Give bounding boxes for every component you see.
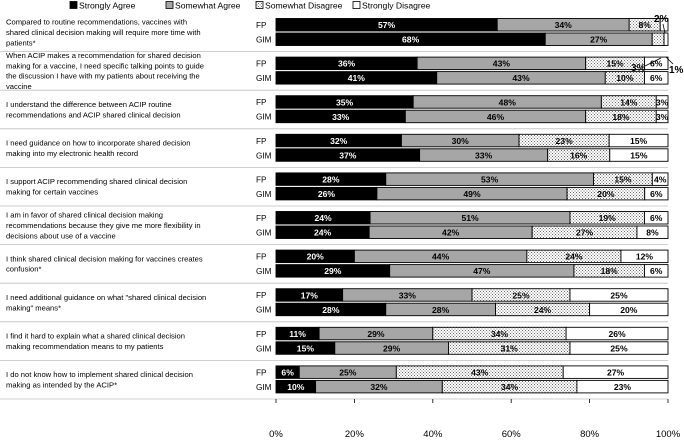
legend-swatch (70, 2, 77, 9)
legend-item (70, 1, 136, 11)
data-label: 23% (555, 135, 573, 146)
data-label: 10% (287, 382, 305, 392)
data-label: 32% (330, 135, 348, 146)
group-label: GIM (256, 189, 272, 199)
group-label: FP (256, 368, 267, 378)
data-label: 3% (655, 97, 669, 108)
data-label: 36% (337, 58, 356, 69)
data-label: 28% (322, 304, 340, 315)
data-label: 6% (650, 58, 663, 69)
statement-label: I do not know how to implement shared clinical decision (6, 370, 193, 380)
x-tick-label: 40% (423, 429, 443, 440)
group-label: FP (256, 291, 267, 301)
x-tick-label: 60% (501, 429, 521, 440)
group-label: GIM (256, 151, 272, 161)
data-label: 28% (432, 304, 450, 315)
legend-label: Strongly Agree (79, 0, 136, 11)
statement-label: I need additional guidance on what "shared clinical decision (6, 292, 207, 302)
statement-label: making for a vaccine, I need specific talking points to guide (6, 61, 204, 71)
data-label: 15% (630, 150, 648, 161)
legend-item (166, 1, 241, 11)
data-label: 29% (383, 343, 401, 354)
data-label: 43% (492, 58, 511, 69)
annotation-label: 3% (631, 63, 646, 74)
data-label: 68% (402, 34, 420, 45)
data-label: 34% (501, 382, 519, 392)
statement-label: I think shared clinical decision making for vaccines creates (6, 254, 203, 264)
data-label: 19% (598, 213, 616, 224)
data-label: 20% (597, 189, 615, 199)
group-label: GIM (256, 35, 272, 45)
legend-swatch (256, 2, 263, 9)
statement-block (0, 366, 668, 399)
data-label: 25% (512, 290, 530, 301)
statement-label: I need guidance on how to incorporate shared decision (6, 138, 191, 148)
data-label: 6% (650, 213, 663, 224)
statement-label: recommendations and ACIP shared clinical decision (6, 110, 181, 120)
data-label: 10% (616, 73, 634, 84)
data-label: 29% (367, 328, 385, 339)
data-label: 26% (608, 328, 626, 339)
group-label: FP (256, 136, 267, 146)
data-label: 51% (461, 213, 479, 224)
legend (70, 1, 431, 11)
legend-item (353, 1, 431, 11)
x-tick-label: 20% (344, 429, 364, 440)
data-label: 46% (486, 111, 505, 122)
group-label: FP (256, 252, 267, 262)
data-label: 35% (335, 97, 354, 108)
data-label: 28% (322, 174, 340, 185)
data-label: 3% (655, 111, 669, 122)
data-label: 27% (590, 34, 608, 45)
chart-rows (0, 18, 669, 400)
data-label: 23% (613, 382, 632, 392)
data-label: 16% (570, 150, 588, 161)
annotation-label: 1% (669, 65, 684, 76)
data-label: 4% (653, 174, 667, 185)
x-tick-label: 80% (580, 429, 600, 440)
annotation-label: 2% (654, 14, 669, 25)
legend-swatch (166, 2, 173, 9)
data-label: 24% (313, 227, 332, 238)
statement-block (0, 134, 668, 167)
data-label: 6% (281, 367, 294, 378)
data-label: 26% (317, 189, 336, 199)
group-label: FP (256, 214, 267, 223)
data-label: 11% (289, 328, 306, 339)
data-label: 15% (606, 58, 624, 69)
statement-label: making recommendation means to my patients (6, 341, 164, 351)
x-axis (269, 399, 681, 440)
group-label: GIM (256, 344, 272, 354)
group-label: GIM (256, 382, 272, 392)
data-label: 42% (442, 227, 460, 238)
statement-label: making" means* (6, 303, 62, 313)
data-label: 27% (607, 367, 625, 378)
statement-label: I understand the difference between ACIP routine (6, 99, 172, 109)
data-label: 15% (296, 343, 315, 354)
data-label: 34% (490, 328, 509, 339)
legend-label: Somewhat Disagree (265, 0, 343, 11)
data-label: 20% (306, 251, 324, 262)
data-label: 6% (650, 73, 663, 84)
data-label: 43% (471, 367, 489, 378)
data-label: 53% (481, 174, 499, 185)
group-label: GIM (256, 228, 272, 238)
data-label: 47% (473, 266, 491, 277)
data-label: 33% (332, 111, 350, 122)
data-label: 33% (475, 150, 493, 161)
data-label: 33% (398, 290, 416, 301)
group-label: GIM (256, 74, 272, 84)
data-label: 8% (638, 20, 651, 31)
group-label: FP (256, 175, 267, 185)
legend-item (256, 1, 343, 11)
data-label: 24% (314, 213, 332, 224)
statement-label: I am in favor of shared clinical decision making (6, 210, 164, 220)
statement-label: patients* (6, 38, 36, 48)
data-label: 57% (378, 20, 396, 31)
statement-label: making into my electronic health record (6, 148, 139, 158)
data-label: 6% (650, 266, 663, 277)
legend-label: Somewhat Agree (175, 0, 241, 11)
statement-block (0, 96, 669, 129)
data-label: 32% (370, 382, 388, 392)
statement-block (0, 250, 668, 283)
statement-label: confusion* (6, 264, 42, 274)
statement-label: making for certain vaccines (6, 187, 99, 197)
statement-label: Compared to routine recommendations, vaccines with (6, 17, 188, 27)
statement-label: vaccine (6, 82, 32, 92)
legend-label: Strongly Disagree (362, 0, 431, 11)
group-label: FP (256, 98, 267, 108)
data-label: 30% (451, 135, 469, 146)
group-label: FP (256, 329, 267, 339)
data-label: 25% (610, 290, 628, 301)
data-label: 24% (533, 304, 552, 315)
data-label: 17% (300, 290, 318, 301)
data-label: 41% (347, 73, 365, 84)
statement-label: I support ACIP recommending shared clinical decision (6, 177, 188, 187)
data-label: 37% (339, 150, 357, 161)
data-label: 20% (620, 304, 638, 315)
data-label: 44% (432, 251, 450, 262)
group-label: GIM (256, 305, 272, 315)
group-label: FP (256, 59, 267, 69)
statement-block (0, 211, 668, 245)
statement-label: decisions about use of a vaccine (6, 231, 116, 241)
data-label: 15% (629, 135, 648, 146)
data-label: 15% (614, 174, 632, 185)
statement-block (0, 289, 668, 322)
data-label: 25% (339, 367, 357, 378)
data-label: 31% (500, 343, 518, 354)
group-label: GIM (256, 112, 272, 122)
statement-block (0, 18, 668, 52)
statement-label: recommendations because they give me more flexibility in (6, 220, 201, 230)
data-label: 14% (620, 97, 638, 108)
x-tick-label: 100% (655, 429, 681, 440)
statement-label: When ACIP makes a recommendation for shared decision (6, 50, 201, 60)
statement-block (0, 327, 668, 360)
data-label: 43% (512, 73, 530, 84)
bar-segment (652, 33, 664, 46)
statement-label: I find it hard to explain what a shared clinical decision (6, 331, 185, 341)
statement-label: making as intended by the ACIP* (6, 380, 118, 390)
statement-block (0, 173, 668, 206)
data-label: 12% (635, 251, 654, 262)
statement-block (0, 51, 668, 91)
data-label: 6% (650, 189, 663, 199)
statement-label: shared clinical decision making will require more time with (6, 27, 201, 37)
data-label: 34% (554, 20, 572, 31)
x-tick-label: 0% (269, 429, 283, 440)
statement-label: the discussion I have with my patients about receiving the (6, 71, 200, 81)
data-label: 27% (575, 227, 594, 238)
data-label: 29% (324, 266, 342, 277)
legend-swatch (353, 2, 360, 9)
data-label: 49% (463, 189, 481, 199)
data-label: 25% (610, 343, 628, 354)
group-label: FP (256, 21, 267, 30)
data-label: 24% (565, 251, 583, 262)
data-label: 8% (646, 227, 659, 238)
data-label: 18% (612, 111, 630, 122)
group-label: GIM (256, 267, 272, 277)
bar-segment (664, 33, 668, 46)
data-label: 18% (600, 266, 618, 277)
data-label: 48% (498, 97, 516, 108)
